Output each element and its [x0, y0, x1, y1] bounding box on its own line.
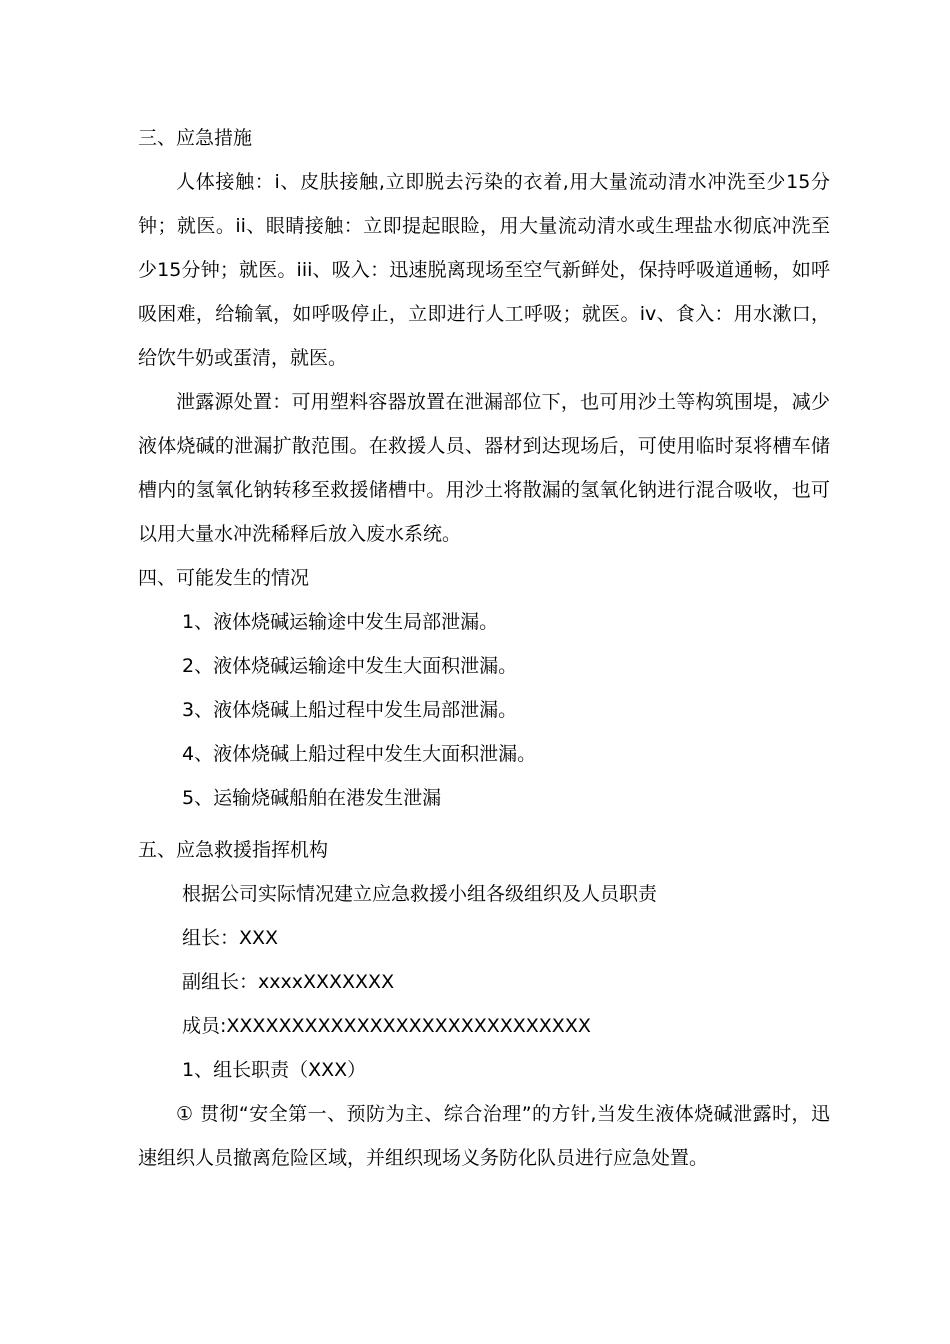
leader-line: 组长：XXX — [182, 927, 279, 949]
list-item: 4、液体烧碱上船过程中发生大面积泄漏。 — [182, 743, 537, 765]
leader-duty-paragraph: ① 贯彻“安全第一、预防为主、综合治理”的方针,当发生液体烧碱泄露时，迅速组织人员撤离危险区域，并组织现场义务防化队员进行应急处置。 — [138, 1103, 830, 1169]
deputy-leader-line: 副组长：xxxxXXXXXXX — [182, 971, 395, 993]
section-5-heading: 五、应急救援指挥机构 — [138, 839, 329, 861]
leader-duty-title: 1、组长职责（XXX） — [182, 1059, 367, 1081]
section-4-heading: 四、可能发生的情况 — [138, 567, 310, 589]
section-3-paragraph-contact: 人体接触：i、皮肤接触,立即脱去污染的衣着,用大量流动清水冲洗至少15分钟；就医。ii、眼睛接触：立即提起眼睑，用大量流动清水或生理盐水彻底冲洗至少15分钟；就医。iii、吸入：迅速脱离现场至空气新鲜处，保持呼吸道通畅，如呼吸困难，给输氧，如呼吸停止，立即进行人工呼吸；就医。iv、食入：用水漱口，给饮牛奶或蛋清，就医。 — [138, 171, 830, 369]
section-3-paragraph-leak: 泄露源处置：可用塑料容器放置在泄漏部位下，也可用沙土等构筑围堤，减少液体烧碱的泄漏扩散范围。在救援人员、器材到达现场后，可使用临时泵将槽车储槽内的氢氧化钠转移至救援储槽中。用沙土将散漏的氢氧化钠进行混合吸收，也可以用大量水冲洗稀释后放入废水系统。 — [138, 391, 830, 545]
document-page — [138, 116, 830, 1180]
list-item: 1、液体烧碱运输途中发生局部泄漏。 — [182, 611, 499, 633]
list-item: 2、液体烧碱运输途中发生大面积泄漏。 — [182, 655, 518, 677]
members-line: 成员:XXXXXXXXXXXXXXXXXXXXXXXXXXXX — [182, 1015, 591, 1037]
list-item: 3、液体烧碱上船过程中发生局部泄漏。 — [182, 699, 518, 721]
section-5-intro: 根据公司实际情况建立应急救援小组各级组织及人员职责 — [182, 883, 658, 905]
list-item: 5、运输烧碱船舶在港发生泄漏 — [182, 787, 442, 809]
section-3-heading: 三、应急措施 — [138, 127, 253, 149]
